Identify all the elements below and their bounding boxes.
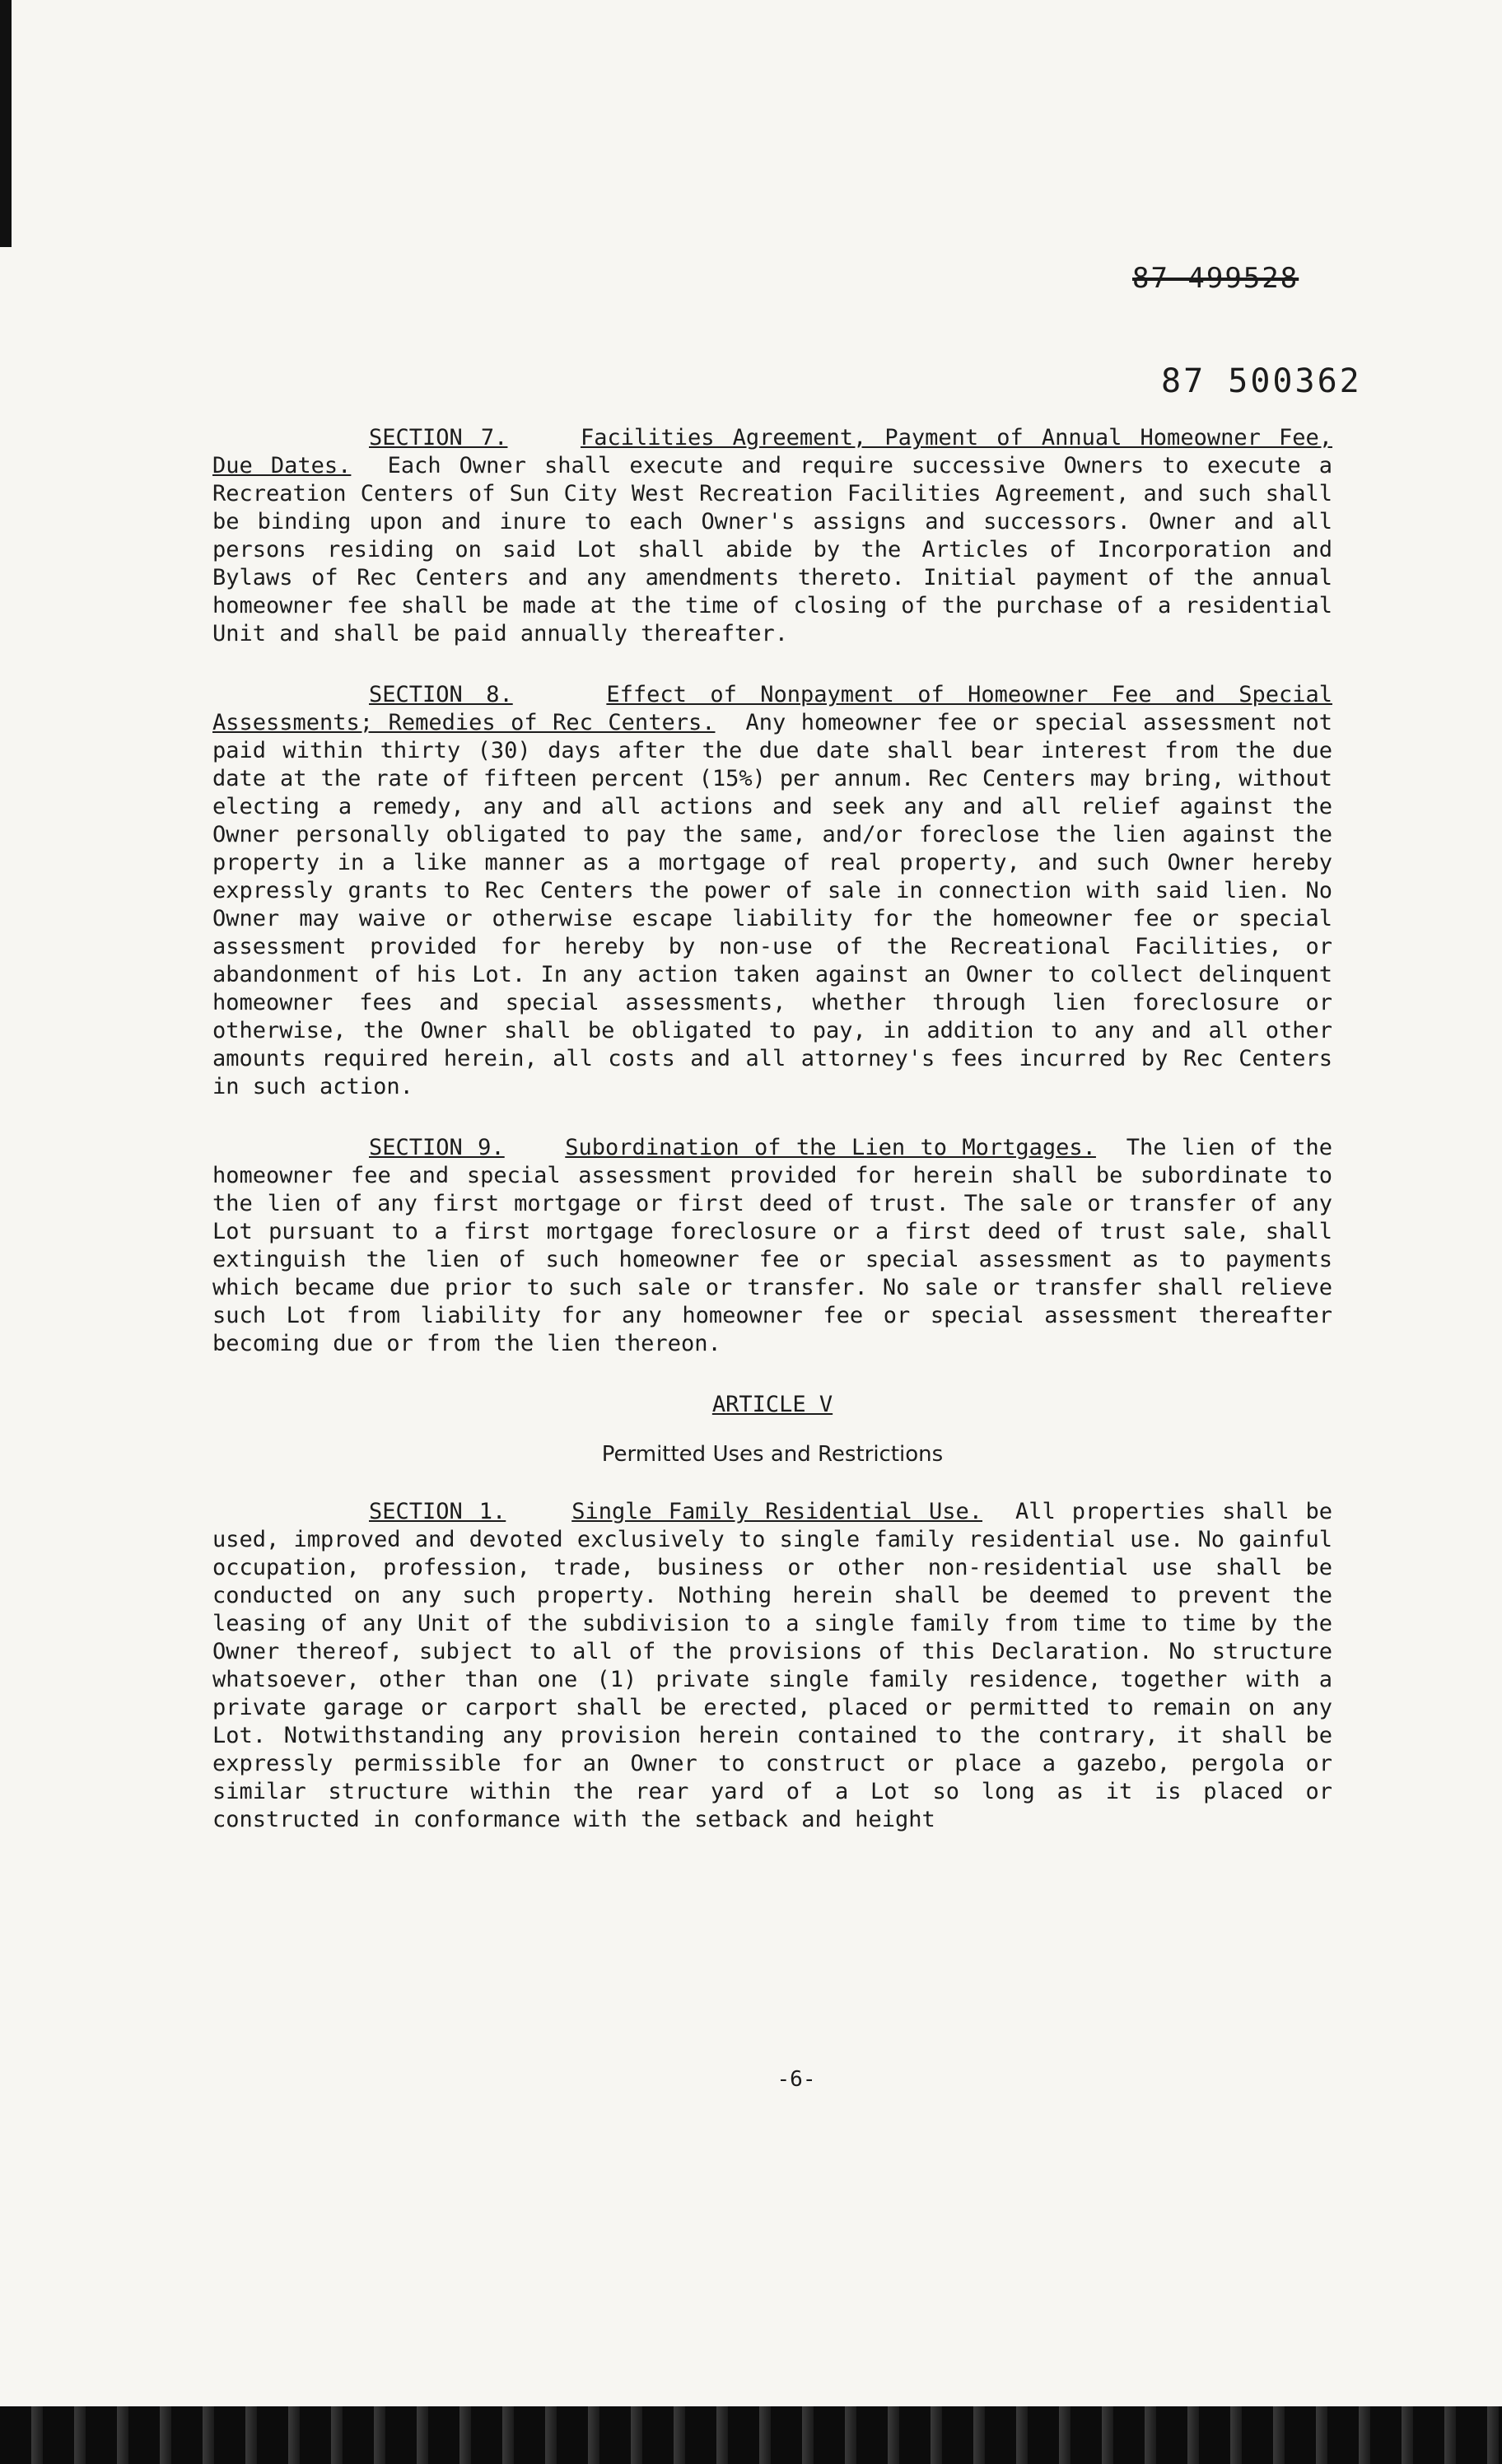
section-title: Single Family Residential Use.: [571, 1499, 983, 1524]
section-8: [212, 681, 1332, 1101]
article-v-section-1: [212, 1498, 1332, 1834]
section-label: SECTION 8.: [369, 682, 513, 707]
section-title: Effect of Nonpayment of Homeowner Fee and Special Assessments; Remedies of Rec Centers.: [212, 682, 1332, 735]
section-label: SECTION 7.: [369, 425, 508, 450]
section-title: Subordination of the Lien to Mortgages.: [565, 1135, 1096, 1160]
document-number: 87 500362: [1161, 362, 1362, 400]
page-number: -6-: [777, 2067, 816, 2092]
section-title: Facilities Agreement, Payment of Annual Homeowner Fee, Due Dates.: [212, 425, 1333, 478]
section-7: [212, 424, 1332, 648]
section-body: The lien of the homeowner fee and special assessment provided for herein shall be subordinate to the lien of any first mortgage or first deed of trust. The sale or transfer of any Lot pursuant to a first mortgage foreclosure or a first deed of trust sale, shall extinguish the lien of such homeowner fee or special assessment as to payments which became due prior to such sale or transfer. No sale or transfer shall relieve such Lot from liability for any homeowner fee or special assessment thereafter becoming due or from the lien thereon.: [212, 1135, 1332, 1356]
scan-edge-left: [0, 0, 12, 247]
section-body: Any homeowner fee or special assessment not paid within thirty (30) days after the due date shall bear interest from the due date at the rate of fifteen percent (15%) per annum. Rec Centers may bring, without electing a remedy, any and all actions and seek any and all relief against the Owner personally obligated to pay the same, and/or foreclose the lien against the property in a like manner as a mortgage of real property, and such Owner hereby expressly grants to Rec Centers the power of sale in connection with said lien. No Owner may waive or otherwise escape liability for the homeowner fee or special assessment provided for hereby by non-use of the Recreational Facilities, or abandonment of his Lot. In any action taken against an Owner to collect delinquent homeowner fees and special assessments, whether through lien foreclosure or otherwise, the Owner shall be obligated to pay, in addition to any and all other amounts required herein, all costs and all attorney's fees incurred by Rec Centers in such action.: [212, 710, 1333, 1099]
section-9: [212, 1134, 1332, 1358]
scan-edge-bottom: [0, 2406, 1502, 2464]
document-body: [212, 424, 1332, 1867]
section-body: Each Owner shall execute and require successive Owners to execute a Recreation Centers of Sun City West Recreation Facilities Agreement, and such shall be binding upon and inure to each Owner's assigns and successors. Owner and all persons residing on said Lot shall abide by the Articles of Incorporation and Bylaws of Rec Centers and any amendments thereto. Initial payment of the annual homeowner fee shall be made at the time of closing of the purchase of a residential Unit and shall be paid annually thereafter.: [212, 453, 1332, 646]
section-body: All properties shall be used, improved and devoted exclusively to single family residential use. No gainful occupation, profession, trade, business or other non-residential use shall be conducted on any such property. Nothing herein shall be deemed to prevent the leasing of any Unit of the subdivision to a single family from time to time by the Owner thereof, subject to all of the provisions of this Declaration. No structure whatsoever, other than one (1) private single family residence, together with a private garage or carport shall be erected, placed or permitted to remain on any Lot. Notwithstanding any provision herein contained to the contrary, it shall be expressly permissible for an Owner to construct or place a gazebo, pergola or similar structure within the rear yard of a Lot so long as it is placed or constructed in conformance with the setback and height: [212, 1499, 1332, 1832]
struck-document-number: 87 499528: [1132, 262, 1299, 295]
section-label: SECTION 1.: [369, 1499, 506, 1524]
article-title: ARTICLE V: [711, 1392, 833, 1417]
section-label: SECTION 9.: [369, 1135, 505, 1160]
article-subtitle: Permitted Uses and Restrictions: [601, 1442, 944, 1467]
